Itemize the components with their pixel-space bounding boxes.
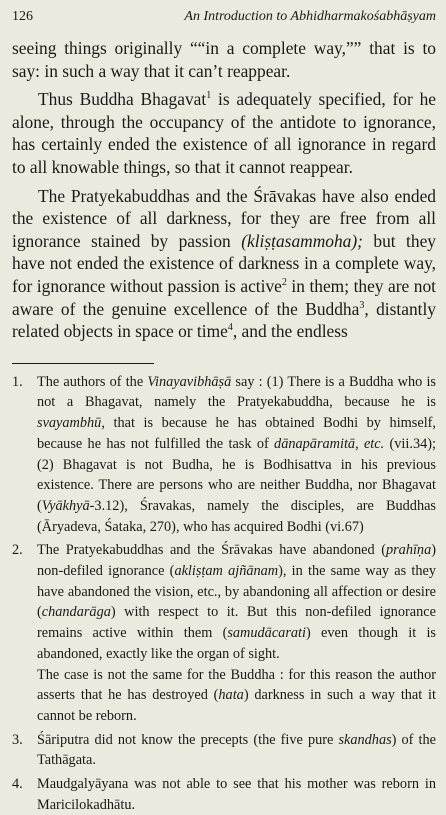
text-run: that is because he has obtained Bodhi by himself, because he has not fulfilled the task of <box>37 415 436 452</box>
footnote-paragraph <box>37 730 436 771</box>
text-run: The Pratyekabuddhas and the Śrāvakas have abandoned ( <box>37 542 386 559</box>
italic-term: akliṣṭam ajñānam <box>174 563 279 580</box>
text-run: in them; they are not aware of the genuine excellence of the Buddha <box>12 275 436 319</box>
italic-term: hata <box>218 687 244 704</box>
text-run: say : (1) There is a Buddha who is not a Bhagavat, namely the Pratyekabuddha, because he is <box>37 373 436 411</box>
italic-term: samudācarati <box>227 625 306 642</box>
footnote-number: 3. <box>12 731 23 748</box>
italic-term: dānapāramitā, etc. <box>274 435 385 452</box>
text-run: The authors of the <box>37 373 148 390</box>
footnote-paragraph <box>37 665 436 727</box>
footnote-paragraph <box>37 372 436 538</box>
footnote <box>12 540 436 726</box>
body-paragraph <box>12 37 436 82</box>
text-run: (vii.34); (2) Bhagavat is not Budha, he is Bodhisattva in his previous existence. There are persons who are neither Buddha, nor Bhagavat ( <box>37 435 436 514</box>
footnote-body <box>37 372 436 538</box>
text-run: ), in the same way as they have abandoned the vision, etc., by abandoning all affection or desire ( <box>37 563 436 621</box>
text-run: Śāriputra did not know the precepts (the five pure <box>37 731 339 748</box>
text-run: Maudgalyāyana was not able to see that his mother was reborn in Maricilokadhātu. <box>37 776 436 813</box>
running-title: An Introduction to Abhidharmakośabhāṣyam <box>184 9 436 24</box>
body-paragraph <box>12 88 436 178</box>
main-text <box>12 37 436 343</box>
text-run: ) darkness in such a way that it cannot be reborn. <box>37 687 436 724</box>
text-run: Thus Buddha Bhagavat <box>38 89 207 110</box>
footnote-number: 4. <box>12 776 23 793</box>
italic-term: svayambhū, <box>37 415 105 432</box>
text-run: , distantly related objects in space or time <box>12 298 436 342</box>
text-run: -3.12), Śravakas, namely the disciples, are Buddhas (Āryadeva, Śataka, 270), who has acquired Bodhi (vi.67) <box>37 497 436 535</box>
footnote-marker: 4 <box>227 322 233 334</box>
footnote-marker: 2 <box>281 277 287 289</box>
text-run: is adequately specified, for he alone, through the occupancy of the antidote to ignorance, has certainly ended the existence of all ignorance in regard to all knowable things, so that it cannot reappear. <box>12 89 436 177</box>
italic-term: skandhas <box>338 731 392 748</box>
text-run: ) non-defiled ignorance ( <box>37 542 436 580</box>
footnote-body <box>37 540 436 726</box>
footnote-marker: 3 <box>359 299 365 311</box>
text-run: The Pratyekabuddhas and the Śrāvakas have also ended the existence of all darkness, for they are free from all ignorance stained by passion <box>12 185 436 251</box>
italic-term: Vyākhyā <box>41 497 90 514</box>
page-header <box>12 0 436 25</box>
footnote-body <box>37 774 436 815</box>
text-run: seeing things originally ““in a complete way,”” that is to say: in such a way that it can’t reappear. <box>12 38 436 81</box>
footnotes <box>12 372 436 815</box>
italic-term: chandarāga <box>41 604 111 621</box>
footnote-marker: 1 <box>206 90 212 102</box>
text-run: but they have not ended the existence of darkness in a complete way, for ignorance without passion is active <box>12 230 436 296</box>
footnote-paragraph <box>37 774 436 815</box>
text-run: ) even though it is abandoned, exactly like the organ of sight. <box>37 625 436 662</box>
body-paragraph <box>12 185 436 343</box>
footnote <box>12 730 436 771</box>
italic-term: prahīṇa <box>385 542 432 559</box>
footnote <box>12 774 436 815</box>
footnote-number: 1. <box>12 373 23 390</box>
footnote-divider <box>12 363 154 364</box>
text-run: ) of the Tathāgata. <box>37 731 436 769</box>
footnote-body <box>37 730 436 771</box>
text-run: ) with respect to it. But this non-defiled ignorance remains active within them ( <box>37 604 436 642</box>
footnote <box>12 372 436 538</box>
text-run: , and the endless <box>232 321 348 342</box>
footnote-paragraph <box>37 540 436 664</box>
italic-term: (kliṣṭasammoha); <box>241 230 363 251</box>
page-number: 126 <box>12 9 33 24</box>
text-run: The case is not the same for the Buddha : for this reason the author asserts that he has destroyed ( <box>37 666 436 704</box>
italic-term: Vinayavibhāṣā <box>147 373 232 390</box>
footnote-number: 2. <box>12 542 23 559</box>
